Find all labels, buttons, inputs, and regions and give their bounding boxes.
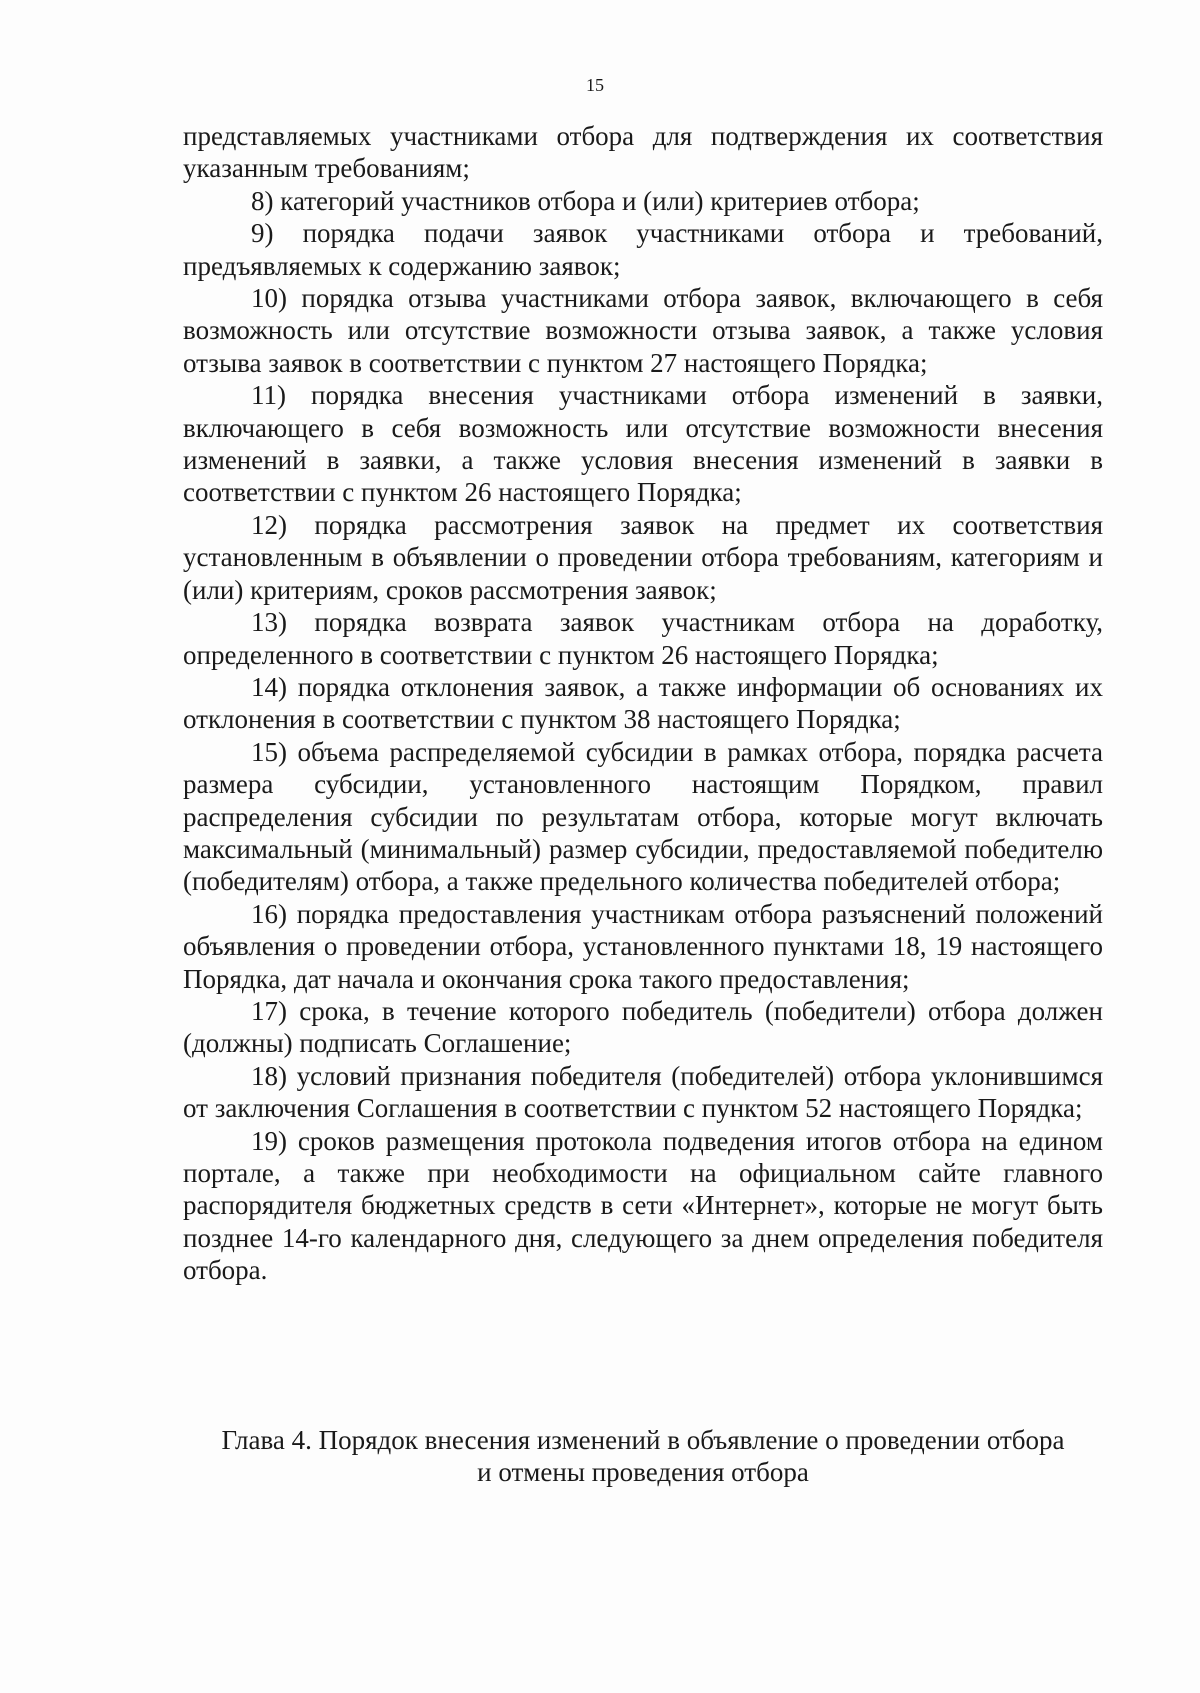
list-item-10: 10) порядка отзыва участниками отбора заявок, включающего в себя возможность или отсутствие возможности отзыва заявок, а также условия отзыва заявок в соответствии с пунктом 27 настоящего Порядка; [183,283,1103,378]
list-item-19: 19) сроков размещения протокола подведения итогов отбора на едином портале, а также при необходимости на официальном сайте главного распорядителя бюджетных средств в сети «Интернет», которые не могут быть позднее 14-го календарного дня, следующего за днем определения победителя отбора. [183,1125,1103,1286]
list-item-16: 16) порядка предоставления участникам отбора разъяснений положений объявления о проведении отбора, установленного пунктами 18, 19 настоящего Порядка, дат начала и окончания срока такого предоставления; [183,898,1103,994]
chapter-heading [183,1424,1103,1489]
list-item-14: 14) порядка отклонения заявок, а также информации об основаниях их отклонения в соответствии с пунктом 38 настоящего Порядка; [183,671,1103,735]
chapter-heading-line-2: и отмены проведения отбора [477,1457,809,1488]
paragraph-continuation: представляемых участниками отбора для подтверждения их соответствия указанным требованиям; [183,121,1103,184]
document-body [183,120,1103,1287]
list-item-15: 15) объема распределяемой субсидии в рамках отбора, порядка расчета размера субсидии, установленного настоящим Порядком, правил распределения субсидии по результатам отбора, которые могут включать максимальный (минимальный) размер субсидии, предоставляемой победителю (победителям) отбора, а также предельного количества победителей отбора; [183,736,1103,897]
list-item-8: 8) категорий участников отбора и (или) критериев отбора; [251,185,920,216]
list-item-12: 12) порядка рассмотрения заявок на предмет их соответствия установленным в объявлении о проведении отбора требованиям, категориям и (или) критериям, сроков рассмотрения заявок; [183,509,1103,605]
list-item-17: 17) срока, в течение которого победитель (победители) отбора должен (должны) подписать Соглашение; [183,995,1103,1059]
chapter-heading-line-1: Глава 4. Порядок внесения изменений в объявление о проведении отбора [221,1425,1065,1455]
list-item-11: 11) порядка внесения участниками отбора изменений в заявки, включающего в себя возможность или отсутствие возможности внесения изменений в заявки, а также условия внесения изменений в заявки в соответствии с пунктом 26 настоящего Порядка; [183,380,1103,508]
page-number: 15 [586,75,604,95]
list-item-18: 18) условий признания победителя (победителей) отбора уклонившимся от заключения Соглашения в соответствии с пунктом 52 настоящего Порядка; [183,1060,1103,1124]
list-item-9: 9) порядка подачи заявок участниками отбора и требований, предъявляемых к содержанию заявок; [183,218,1103,281]
list-item-13: 13) порядка возврата заявок участникам отбора на доработку, определенного в соответствии с пунктом 26 настоящего Порядка; [183,607,1103,670]
